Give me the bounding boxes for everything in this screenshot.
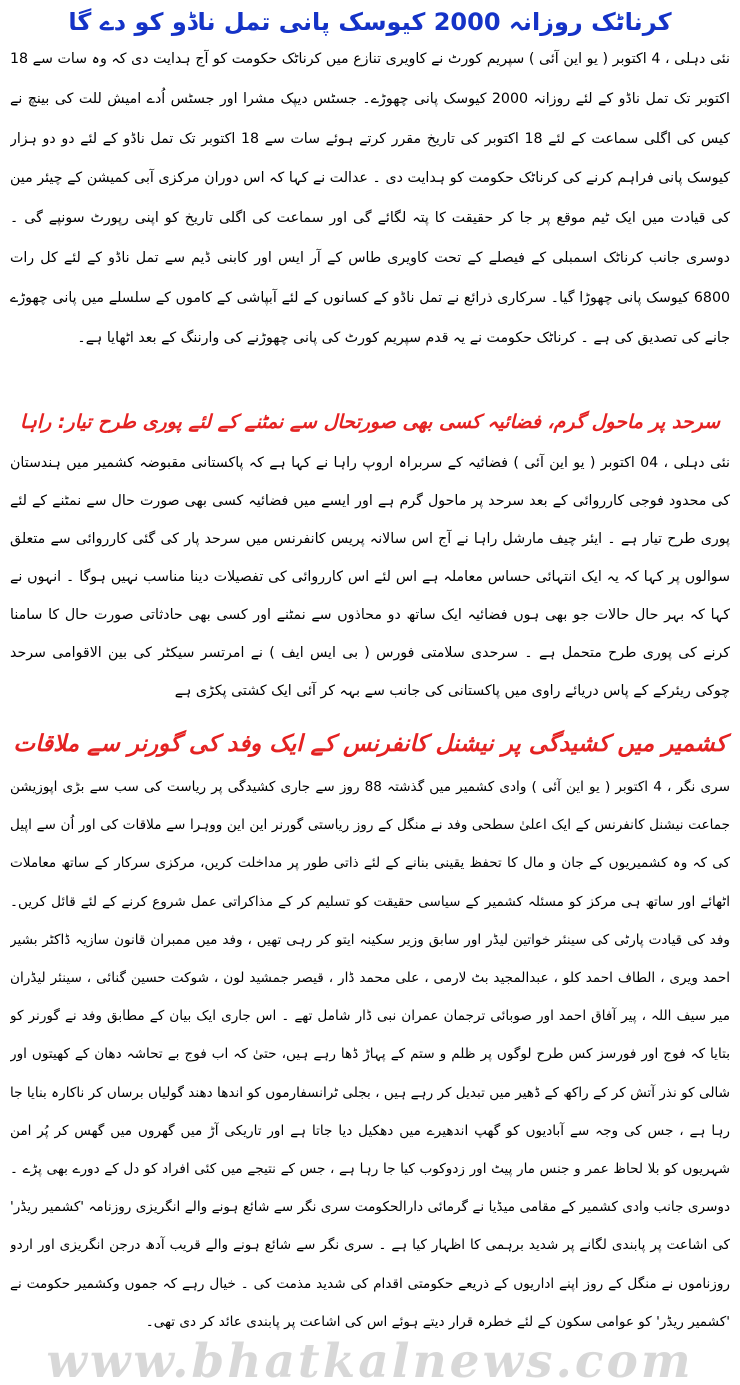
- article-nc-delegation-governor-body: سری نگر ، 4 اکتوبر ( یو این آئی ) وادی کشمیر میں گذشتہ 88 روز سے جاری کشیدگی پر ریاست کی سب سے بڑی اپوزیشن جماعت نیشنل کانفرنس کے ایک اعلیٰ سطحی وفد نے منگل کے روز ریاستی گورنر این این ووہرا سے ملاقات کی اور اُن سے اپیل کی کہ وہ کشمیریوں کے جان و مال کا تحفظ یقینی بنانے کے لئے ذاتی طور پر مداخلت کریں، مرکزی سرکار کے ساتھ معاملات اٹھائے اور ساتھ ہی مرکز کو مسئلہ کشمیر کے سیاسی حقیقت کو تسلیم کر کے مذاکراتی عمل شروع کرنے کے لئے قائل کریں۔ وفد کی قیادت پارٹی کی سینئر خواتین لیڈر اور سابق وزیر سکینہ ایتو کر رہی تھیں ، وفد میں ممبران قانون سازیہ ڈاکٹر بشیر احمد ویری ، الطاف احمد کلو ، عبدالمجید بٹ لارمی ، علی محمد ڈار ، قیصر جمشید لون ، شوکت حسین گنائی ، سینئر لیڈران میر سیف اللہ ، پیر آفاق احمد اور صوبائی ترجمان عمران نبی ڈار شامل تھے ۔ اس جاری ایک بیان کے مطابق وفد نے گورنر کو بتایا کہ فوج اور فورسز کس طرح لوگوں پر ظلم و ستم کے پہاڑ ڈھا رہے ہیں، حتیٰ کہ اب فوج بے تحاشہ دھان کے کھیتوں اور شالی کو نذر آتش کر کے راکھ کے ڈھیر میں تبدیل کر رہے ہیں ، بجلی ٹرانسفارموں کو اندھا دھند گولیاں برساں کر ناکارہ بنایا جا رہا ہے ، جس کی وجہ سے آبادیوں کو گھپ اندھیرے میں دھکیل دیا جاتا ہے اور تاریکی آڑ میں گھروں میں گھس کر پُر امن شہریوں کو بلا لحاظ عمر و جنس مار پیٹ اور زدوکوب کیا جا رہا ہے ، جس کے نتیجے میں کئی افراد کو دل کے دورے بھی پڑے ۔ دوسری جانب وادی کشمیر کے مقامی میڈیا نے گرمائی دارالحکومت سری نگر سے شائع ہونے والے انگریزی روزنامہ 'کشمیر ریڈر' کی اشاعت پر پابندی لگانے پر شدید برہمی کا اظہار کیا ہے ۔ سری نگر سے شائع ہونے والے قریب آدھ درجن انگریزی اور اردو روزناموں نے منگل کے روز اپنے اداریوں کے ذریعے حکومتی اقدام کی شدید مذمت کی ۔ خیال رہے کہ جموں وکشمیر حکومت نے 'کشمیر ریڈر' کو عوامی سکون کے لئے خطرہ قرار دیتے ہوئے اس کی اشاعت پر پابندی عائد کر دی تھی۔: [10, 779, 730, 1330]
- article-air-force-border-body: نئی دہلی ، 04 اکتوبر ( یو این آئی ) فضائیہ کے سربراہ اروپ راہا نے کہا ہے کہ پاکستانی مقبوضہ کشمیر میں ہندستان کی محدود فوجی کارروائی کے بعد سرحد پر ماحول گرم ہے اور ایسے میں فضائیہ کسی بھی صورت حال سے نمٹنے کے لئے پوری طرح تیار ہے ۔ ایئر چیف مارشل راہا نے آج اس سالانہ پریس کانفرنس میں سرحد پار کی گئی کارروائی سے متعلق سوالوں پر کہا کہ یہ ایک انتہائی حساس معاملہ ہے اس لئے اس کارروائی کی تفصیلات دینا مناسب نہیں ہوگا ۔ انہوں نے کہا کہ بہر حال حالات جو بھی ہوں فضائیہ ایک ساتھ دو محاذوں سے نمٹنے اور کسی بھی حادثاتی صورت حال کا سامنا کرنے کی پوری طرح متحمل ہے ۔ سرحدی سلامتی فورس ( بی ایس ایف ) نے امرتسر سیکٹر کی بین الاقوامی سرحد چوکی ریئرکے کے پاس دریائے راوی میں پاکستانی کی جانب سے بہہ کر آئی ایک کشتی پکڑی ہے: [10, 455, 730, 699]
- headline-nc-delegation-governor: کشمیر میں کشیدگی پر نیشنل کانفرنس کے ایک وفد کی گورنر سے ملاقات: [13, 731, 727, 757]
- footer-watermark: www.bhatkalnews.com: [46, 1338, 694, 1385]
- headline-kaveri-water: کرناٹک روزانہ 2000 کیوسک پانی تمل ناڈو کو دے گا: [68, 8, 672, 36]
- article-kaveri-water-body: نئی دہلی ، 4 اکتوبر ( یو این آئی ) سپریم کورٹ نے کاویری تنازع میں کرناٹک حکومت کو آج ہدایت دی کہ وہ سات سے 18 اکتوبر تک تمل ناڈو کے لئے روزانہ 2000 کیوسک پانی چھوڑے۔ جسٹس دیپک مشرا اور جسٹس اُدے امیش للت کی بینچ نے کیس کی اگلی سماعت کے لئے 18 اکتوبر کی تاریخ مقرر کرتے ہوئے سات سے 18 اکتوبر تک تمل ناڈو کے لئے دو دو ہزار کیوسک پانی فراہم کرنے کی کرناٹک حکومت کو ہدایت دی ۔ عدالت نے کہا کہ اس دوران مرکزی آبی کمیشن کے چیئر مین کی قیادت میں ایک ٹیم موقع پر جا کر حقیقت کا پتہ لگائے گی اور سماعت کی اگلی تاریخ کو اپنی رپورٹ سونپے گی ۔ دوسری جانب کرناٹک اسمبلی کے فیصلے کے تحت کاویری طاس کے آر ایس اور کابنی ڈیم سے تمل ناڈو کے لئے کل رات 6800 کیوسک پانی چھوڑا گیا۔ سرکاری ذرائع نے تمل ناڈو کے کسانوں کے لئے آبپاشی کے کاموں کے سلسلے میں پانی چھوڑے جانے کی تصدیق کی ہے ۔ کرناٹک حکومت نے یہ قدم سپریم کورٹ کی پانی چھوڑنے کی وارننگ کے بعد اٹھایا ہے۔: [10, 51, 730, 346]
- headline-air-force-border: سرحد پر ماحول گرم، فضائیہ کسی بھی صورتحال سے نمٹنے کے لئے پوری طرح تیار: راہا: [19, 411, 721, 433]
